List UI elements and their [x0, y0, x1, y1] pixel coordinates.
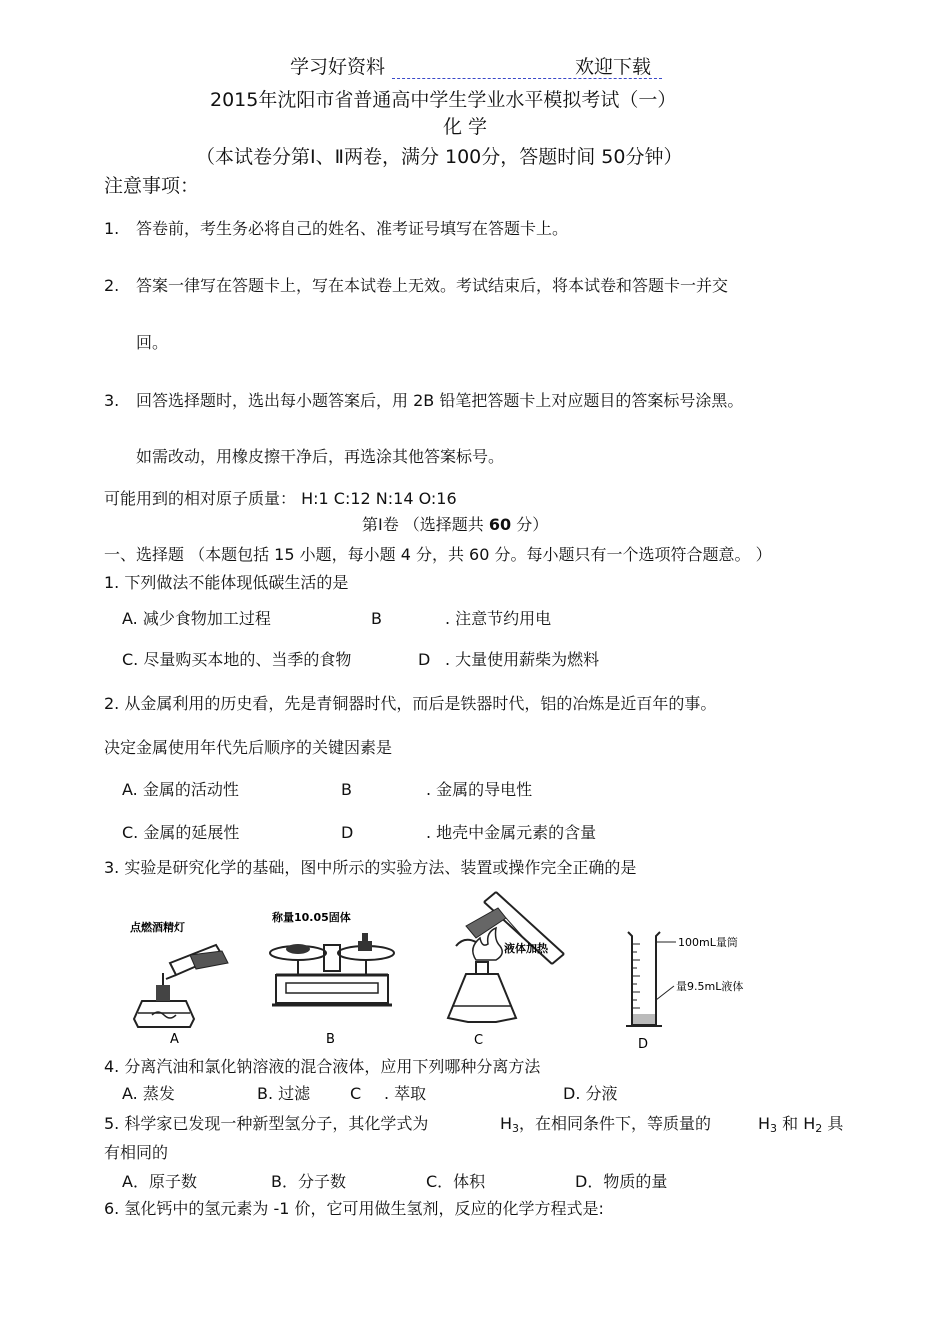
q3-stem: 3. 实验是研究化学的基础，图中所示的实验方法、装置或操作完全正确的是 [104, 858, 637, 877]
header-dashed-line [392, 78, 662, 79]
q5-stem-middle: ，在相同条件下，等质量的 [519, 1114, 712, 1133]
notice-heading: 注意事项： [104, 175, 200, 197]
part1-score: 60 [488, 515, 512, 534]
notice-2-num: 2. [104, 276, 120, 295]
figure-b-label: B [326, 1032, 335, 1047]
notice-3-text: 回答选择题时，选出每小题答案后，用 2B 铅笔把答题卡上对应题目的答案标号涂黑。 [136, 391, 744, 410]
notice-1-text: 答卷前，考生务必将自己的姓名、准考证号填写在答题卡上。 [136, 219, 569, 238]
q5-formula2-symbol: H [758, 1114, 771, 1133]
figure-d-caption-2: 量9.5mL液体 [676, 980, 744, 993]
q5-and: 和 [777, 1114, 804, 1133]
figure-a-alcohol-lamp [130, 915, 240, 1050]
notice-3-num: 3. [104, 391, 120, 410]
q4-option-c: . 萃取 [384, 1084, 427, 1103]
exam-title: 2015年沈阳市省普通高中学生学业水平模拟考试（一） [210, 89, 677, 111]
figure-d-label: D [638, 1037, 649, 1052]
q4-stem: 4. 分离汽油和氯化钠溶液的混合液体，应用下列哪种分离方法 [104, 1057, 541, 1076]
subject-title: 化 学 [443, 116, 488, 138]
q2-stem: 2. 从金属利用的历史看，先是青铜器时代，而后是铁器时代，铝的冶炼是近百年的事。 [104, 694, 717, 713]
exam-info: （本试卷分第Ⅰ、Ⅱ两卷，满分 100分，答题时间 50分钟） [196, 146, 683, 168]
q2-option-a: A. 金属的活动性 [122, 780, 239, 799]
figure-c-caption: 液体加热 [504, 942, 548, 955]
notice-1-num: 1. [104, 219, 120, 238]
q4-option-a: A. 蒸发 [122, 1084, 175, 1103]
q1-option-c: C. 尽量购买本地的、当季的食物 [122, 650, 352, 669]
figure-a-label: A [170, 1032, 179, 1047]
figure-d-graduated-cylinder [618, 924, 778, 1054]
notice-2-cont: 回。 [136, 333, 169, 352]
q5-formula-h3-first [500, 1115, 711, 1136]
q2-stem-cont: 决定金属使用年代先后顺序的关键因素是 [104, 738, 393, 757]
q5-tail: 具 [822, 1114, 844, 1133]
q5-stem-cont: 有相同的 [104, 1143, 169, 1162]
q2-option-c: C. 金属的延展性 [122, 823, 240, 842]
q1-option-b-letter: B [371, 609, 382, 628]
q4-option-b: B. 过滤 [257, 1084, 311, 1103]
notice-3-cont: 如需改动，用橡皮擦干净后，再选涂其他答案标号。 [136, 447, 505, 466]
figure-d-caption-1: 100mL量筒 [678, 936, 738, 949]
q4-option-c-letter: C [350, 1084, 362, 1103]
q5-formula2-sub: 3 [770, 1122, 778, 1135]
q1-option-d: . 大量使用薪柴为燃料 [445, 650, 600, 669]
q2-option-b: . 金属的导电性 [426, 780, 533, 799]
q5-option-b: B．分子数 [271, 1172, 346, 1191]
part1-heading-tail: 分） [511, 515, 549, 534]
figure-a-caption: 点燃酒精灯 [130, 921, 185, 934]
figure-c-heating-liquid [436, 888, 576, 1050]
figure-b-caption: 称量10.05固体 [272, 911, 351, 924]
notice-2-text: 答案一律写在答题卡上，写在本试卷上无效。考试结束后，将本试卷和答题卡一并交 [136, 276, 729, 295]
header-right: 欢迎下载 [575, 56, 652, 78]
figure-c-label: C [474, 1033, 484, 1048]
q2-option-d: . 地壳中金属元素的含量 [426, 823, 597, 842]
q2-option-b-letter: B [341, 780, 352, 799]
q5-formula1-sub: 3 [512, 1122, 520, 1135]
q2-option-d-letter: D [341, 823, 354, 842]
header-left: 学习好资料 [290, 56, 386, 78]
q6-stem: 6. 氢化钙中的氢元素为 -1 价，它可用做生氢剂，反应的化学方程式是: [104, 1199, 604, 1218]
part1-heading-text: 第Ⅰ卷 （选择题共 [362, 515, 489, 534]
q1-option-a: A. 减少食物加工过程 [122, 609, 271, 628]
q5-formula3-sub: 2 [815, 1122, 823, 1135]
atomic-masses: 可能用到的相对原子质量： H:1 C:12 N:14 O:16 [104, 489, 457, 508]
part1-heading [362, 516, 548, 534]
q1-option-b: . 注意节约用电 [445, 609, 552, 628]
figure-b-balance [262, 905, 402, 1050]
q5-formula-h3-h2 [758, 1115, 843, 1136]
q5-formula1-symbol: H [500, 1114, 513, 1133]
q4-option-d: D. 分液 [563, 1084, 618, 1103]
q5-option-a: A．原子数 [122, 1172, 197, 1191]
q5-option-c: C．体积 [426, 1172, 486, 1191]
section1-heading: 一、选择题 （本题包括 15 小题，每小题 4 分，共 60 分。每小题只有一个选项符合题意。 ） [104, 545, 772, 564]
q5-stem: 5. 科学家已发现一种新型氢分子，其化学式为 [104, 1114, 429, 1133]
q1-option-d-letter: D [418, 650, 431, 669]
q5-option-d: D．物质的量 [575, 1172, 668, 1191]
q5-formula3-symbol: H [803, 1114, 816, 1133]
q1-stem: 1. 下列做法不能体现低碳生活的是 [104, 573, 349, 592]
